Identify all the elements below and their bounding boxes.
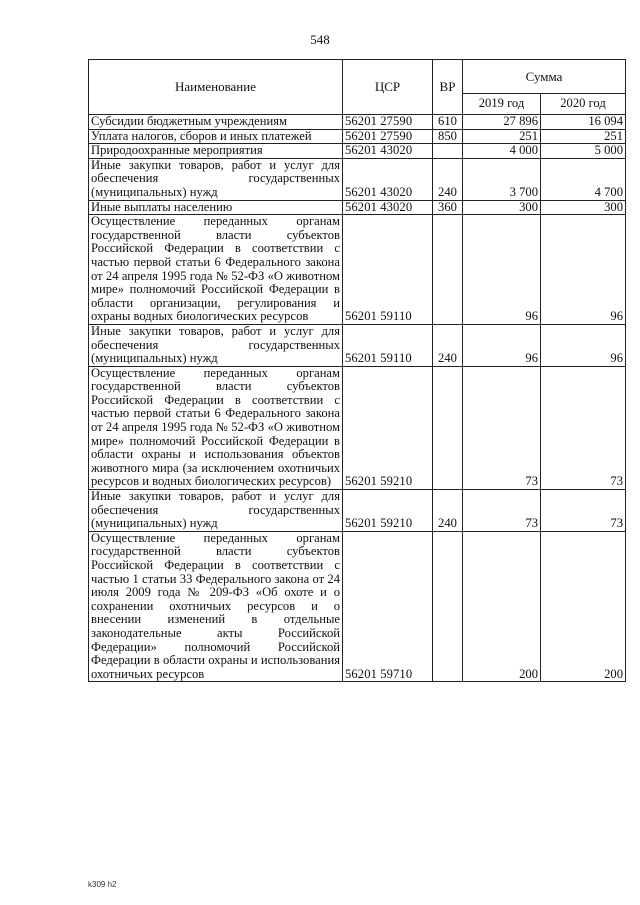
- table-row: [89, 115, 626, 130]
- header-row: [89, 60, 626, 94]
- table-row: [89, 144, 626, 159]
- table-row: [89, 129, 626, 144]
- table-row: [89, 324, 626, 366]
- header-year-2019: 2019 год: [463, 93, 541, 114]
- row-csr: 56201 27590: [343, 129, 433, 144]
- row-sum-2019: 96: [463, 324, 541, 366]
- row-sum-2020: 251: [541, 129, 626, 144]
- row-sum-2019: 27 896: [463, 115, 541, 130]
- header-name: Наименование: [89, 60, 343, 115]
- row-vr: [433, 531, 463, 682]
- row-name: Иные закупки товаров, работ и услуг для обеспечения государственных (муниципальных) нужд: [89, 490, 343, 532]
- row-sum-2019: 96: [463, 215, 541, 325]
- header-vr: ВР: [433, 60, 463, 115]
- table-row: [89, 490, 626, 532]
- row-sum-2019: 3 700: [463, 158, 541, 200]
- row-vr: [433, 366, 463, 489]
- row-name: Уплата налогов, сборов и иных платежей: [89, 129, 343, 144]
- row-vr: 850: [433, 129, 463, 144]
- header-year-2020: 2020 год: [541, 93, 626, 114]
- row-csr: 56201 27590: [343, 115, 433, 130]
- row-sum-2019: 300: [463, 200, 541, 215]
- footer-code: k309 h2: [88, 880, 117, 889]
- row-name: Осуществление переданных органам государственной власти субъектов Российской Федерации в соответствии с частью 1 статьи 33 Федерального закона от 24 июля 2009 года № 209-ФЗ «Об охоте и о сохранении охотничьих ресурсов и о внесении изменений в отдельные законодательные акты Российской Федерации» полномочий Российской Федерации в области охраны и использования охотничьих ресурсов: [89, 531, 343, 682]
- row-vr: 360: [433, 200, 463, 215]
- row-sum-2020: 300: [541, 200, 626, 215]
- page-number: 548: [310, 32, 330, 47]
- row-csr: 56201 43020: [343, 200, 433, 215]
- row-sum-2019: 251: [463, 129, 541, 144]
- row-csr: 56201 43020: [343, 144, 433, 159]
- row-vr: 240: [433, 324, 463, 366]
- row-csr: 56201 59110: [343, 215, 433, 325]
- row-vr: 610: [433, 115, 463, 130]
- row-csr: 56201 59210: [343, 366, 433, 489]
- row-name: Иные закупки товаров, работ и услуг для обеспечения государственных (муниципальных) нужд: [89, 158, 343, 200]
- table-row: [89, 158, 626, 200]
- row-sum-2020: 200: [541, 531, 626, 682]
- row-name: Осуществление переданных органам государственной власти субъектов Российской Федерации в соответствии с частью первой статьи 6 Федерального закона от 24 апреля 1995 года № 52-ФЗ «О животном мире» полномочий Российской Федерации в области организации, регулирования и охраны водных биологических ресурсов: [89, 215, 343, 325]
- header-sum: Сумма: [463, 60, 626, 94]
- row-sum-2020: 4 700: [541, 158, 626, 200]
- row-sum-2020: 16 094: [541, 115, 626, 130]
- row-sum-2020: 96: [541, 324, 626, 366]
- row-sum-2019: 73: [463, 490, 541, 532]
- row-name: Природоохранные мероприятия: [89, 144, 343, 159]
- row-name: Осуществление переданных органам государственной власти субъектов Российской Федерации в соответствии с частью первой статьи 6 Федерального закона от 24 апреля 1995 года № 52-ФЗ «О животном мире» полномочий Российской Федерации в области охраны и использования объектов животного мира (за исключением охотничьих ресурсов и водных биологических ресурсов): [89, 366, 343, 489]
- header-csr: ЦСР: [343, 60, 433, 115]
- row-vr: [433, 215, 463, 325]
- row-csr: 56201 59210: [343, 490, 433, 532]
- table-row: [89, 215, 626, 325]
- row-sum-2020: 96: [541, 215, 626, 325]
- table-row: [89, 366, 626, 489]
- row-sum-2019: 73: [463, 366, 541, 489]
- row-sum-2019: 200: [463, 531, 541, 682]
- budget-table: [88, 59, 626, 682]
- row-name: Иные закупки товаров, работ и услуг для обеспечения государственных (муниципальных) нужд: [89, 324, 343, 366]
- row-name: Субсидии бюджетным учреждениям: [89, 115, 343, 130]
- row-csr: 56201 59110: [343, 324, 433, 366]
- row-sum-2020: 5 000: [541, 144, 626, 159]
- row-vr: 240: [433, 490, 463, 532]
- row-csr: 56201 43020: [343, 158, 433, 200]
- row-name: Иные выплаты населению: [89, 200, 343, 215]
- row-csr: 56201 59710: [343, 531, 433, 682]
- table-row: [89, 200, 626, 215]
- row-sum-2020: 73: [541, 490, 626, 532]
- row-vr: 240: [433, 158, 463, 200]
- row-sum-2020: 73: [541, 366, 626, 489]
- table-row: [89, 531, 626, 682]
- row-sum-2019: 4 000: [463, 144, 541, 159]
- row-vr: [433, 144, 463, 159]
